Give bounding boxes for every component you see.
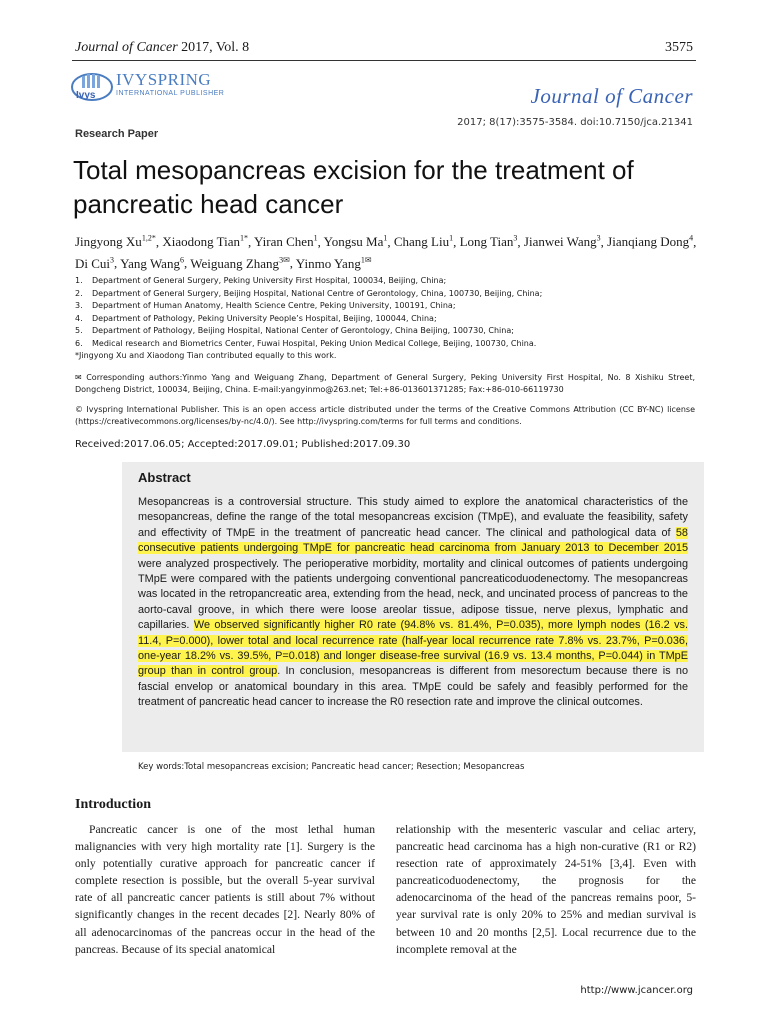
ivyspring-logo-icon — [70, 70, 114, 104]
author-name: Jianwei Wang — [523, 234, 597, 250]
running-header-journal — [75, 40, 249, 56]
affiliation-text: Department of General Surgery, Peking University First Hospital, 100034, Beijing, China; — [92, 276, 447, 285]
license-note: © Ivyspring International Publisher. This is an open access article distributed under the terms of the Creative Commons Attribution (CC BY-NC) license (https://creativecommons.org/licenses/by-nc/4.0/). See http://ivyspring.com/terms for full terms and conditions. — [75, 405, 695, 426]
affiliation-number: 1. — [75, 276, 83, 285]
logo-mark-text: Ivys — [76, 90, 96, 101]
journal-name: Journal of Cancer — [75, 40, 178, 55]
introduction-left-column: Pancreatic cancer is one of the most lethal human malignancies with very high mortality rate [1]. Surgery is the only potentially curative approach for pancreatic cancer if complete resection is possible, but the overall 5-year survival rate of all pancreatic cancer patients is still about 7% without significantly changes in the recent decades [2]. Nearly 80% of all adenocarcinomas of the pancreas occur in the head of the pancreas. Because of its special anatomical — [75, 823, 375, 956]
affiliation-item — [75, 288, 695, 301]
author — [460, 234, 518, 249]
author-affiliation-marker: 1 — [313, 234, 318, 243]
introduction-heading: Introduction — [75, 797, 151, 812]
author-affiliation-marker: 1 — [383, 234, 388, 243]
author-affiliation-marker: 3 — [596, 234, 601, 243]
author — [254, 234, 318, 249]
affiliation-number: 3. — [75, 301, 83, 310]
equal-contribution-note: *Jingyong Xu and Xiaodong Tian contributed equally to this work. — [75, 351, 337, 360]
affiliation-text: Department of Pathology, Peking University People’s Hospital, Beijing, 100044, China; — [92, 313, 437, 323]
author-name: Long Tian — [459, 234, 514, 250]
author-name: Yang Wang — [120, 255, 180, 271]
affiliation-number: 4. — [75, 313, 83, 323]
keywords: Key words:Total mesopancreas excision; Pancreatic head cancer; Resection; Mesopancreas — [138, 762, 525, 772]
author-name: Weiguang Zhang — [190, 255, 280, 271]
author — [324, 234, 388, 249]
journal-logo-text: Journal of Cancer — [530, 84, 693, 108]
affiliation-number: 2. — [75, 288, 83, 298]
author — [120, 256, 184, 271]
author-list: Jingyong $Xu^{1,2*}$, Xiaodong Tian$^{1*}$, Yiran Chen$^1$, Yongsu Ma$^1$, Chang Liu$^1$, Long Tian$^3$, Jianwei Wang$^3$, Jianqiang Dong$^4$, Di Cui$^3$, Yang Wang$^6$, Weiguang Zhang$^{3✉}$, Yinmo Yang$^{1✉}$ — [75, 234, 697, 271]
publisher-name: IVYSPRING — [116, 70, 212, 89]
author — [296, 256, 372, 271]
affiliation-text: Medical research and Biometrics Center, Fuwai Hospital, Peking Union Medical College, Beijing, 100730, China. — [92, 338, 537, 348]
author-name: Yongsu Ma — [323, 234, 384, 250]
affiliation-text: Department of Human Anatomy, Health Science Centre, Peking University, 100191, China; — [92, 301, 456, 310]
author-affiliation-marker: 1* — [239, 234, 248, 243]
header-divider — [72, 60, 696, 61]
author-name: Yiran Chen — [254, 234, 314, 250]
author-affiliation-marker: 3✉ — [279, 255, 290, 265]
author-affiliation-marker: 1 — [449, 234, 454, 243]
author-affiliation-marker: 1,2* — [141, 234, 156, 243]
author-affiliation-marker: 4 — [689, 234, 694, 243]
author-affiliation-marker: 3 — [110, 255, 115, 265]
publication-dates: Received:2017.06.05; Accepted:2017.09.01; Published:2017.09.30 — [75, 439, 411, 450]
affiliation-item — [75, 325, 695, 338]
author-name: Jingyong Xu — [75, 234, 142, 250]
abstract-text — [138, 495, 688, 711]
author — [607, 234, 693, 249]
author-name: Yinmo Yang — [295, 255, 361, 271]
journal-volume: 2017, Vol. 8 — [177, 40, 250, 55]
page-number: 3575 — [665, 40, 693, 55]
affiliation-item — [75, 338, 695, 351]
author — [190, 256, 290, 271]
author-affiliation-marker: 6 — [179, 255, 184, 265]
correspondence: ✉ Corresponding authors:Yinmo Yang and Weiguang Zhang, Department of General Surgery, Peking University First Hospital, No. 8 Xishiku Street, Dongcheng District, 100034, Beijing, China. E-mail:yangyinmo@263.net; Tel:+86-013601371285; Fax:+86-010-66119730 — [75, 373, 695, 394]
affiliation-item — [75, 275, 695, 288]
author — [75, 256, 114, 271]
affiliation-item — [75, 313, 695, 326]
author-name: Chang Liu — [393, 234, 450, 250]
abstract-highlight: We observed significantly higher R0 rate (94.8% vs. 81.4%, P=0.035), more lymph nodes (16.2 vs. 11.4, P=0.000), lower total and local recurrence rate (half-year local recurrence rate 7.8% vs. 23.7%, P=0.036, one-year 18.2% vs. 39.5%, P=0.018) and longer disease-free survival (16.9 vs. 13.4 months, P=0.044) in TMpE group than in control group — [138, 619, 688, 678]
affiliation-list — [75, 275, 695, 350]
abstract-part: were analyzed prospectively. The perioperative morbidity, mortality and clinical outcomes of patients undergoing TMpE were compared with the patients undergoing conventional pancreaticoduodenectomy. The mesopancreas was located in the retropancreatic area, extending from the head, neck, and uncinated process of pancreas to the aorto-caval groove, in which there were loose areolar tissue, adipose tissue, nerve plexus, lymphatic and capillaries. — [138, 557, 688, 632]
author — [394, 234, 453, 249]
footer-url[interactable]: http://www.jcancer.org — [580, 985, 693, 996]
publisher-subtitle: INTERNATIONAL PUBLISHER — [116, 90, 225, 97]
author-affiliation-marker: 1✉ — [360, 255, 372, 265]
paper-type: Research Paper — [75, 128, 159, 140]
abstract-part: Mesopancreas is a controversial structure. This study aimed to explore the anatomical characteristics of the mesopancreas, define the range of the total mesopancreas excision (TMpE), and evaluate the feasibility, safety and effectivity of TMpE in the treatment of pancreatic head cancer. The clinical and pathological data of — [138, 496, 688, 539]
author — [162, 234, 248, 249]
publisher-logo — [70, 70, 240, 108]
abstract-part: . In conclusion, mesopancreas is different from mesorectum because there is no fascial envelop or anatomical boundary in this area. TMpE could be safely and feasibly performed for the treatment of pancreatic head cancer to increase the R0 resection rate and improve the clinical outcomes. — [138, 665, 688, 709]
author-name: Xiaodong Tian — [162, 234, 240, 250]
affiliation-number: 5. — [75, 326, 83, 335]
citation: 2017; 8(17):3575-3584. doi:10.7150/jca.21341 — [457, 117, 693, 128]
introduction-right-column: relationship with the mesenteric vascular and celiac artery, pancreatic head carcinoma has a high non-curative (R1 or R2) resection rate of approximately 24-51% [3,4]. Even with pancreaticoduodenectomy, the prognosis for the adenocarcinoma of the head of the pancreas remains poor, 5-year survival rate is only 20% to 25% and median survival is between 10 and 20 months [2,5]. Local recurrence due to the incomplete removal at the — [396, 823, 696, 956]
affiliation-item — [75, 300, 695, 313]
author-name: Di Cui — [75, 255, 111, 271]
author — [524, 234, 601, 249]
author-affiliation-marker: 3 — [513, 234, 518, 243]
affiliation-number: 6. — [75, 338, 83, 348]
author — [75, 234, 156, 249]
abstract-highlight: 58 consecutive patients undergoing TMpE for pancreatic head carcinoma from January 2013 to December 2015 — [138, 526, 688, 555]
affiliation-text: Department of Pathology, Beijing Hospital, National Center of Gerontology, China Beijing, 100730, China; — [92, 326, 514, 335]
abstract-heading: Abstract — [138, 470, 191, 485]
author-name: Jianqiang Dong — [607, 234, 690, 250]
affiliation-text: Department of General Surgery, Beijing Hospital, National Centre of Gerontology, China, 100730, Beijing, China; — [92, 288, 543, 298]
paper-title: Total mesopancreas excision for the treatment of pancreatic head cancer — [73, 155, 634, 219]
